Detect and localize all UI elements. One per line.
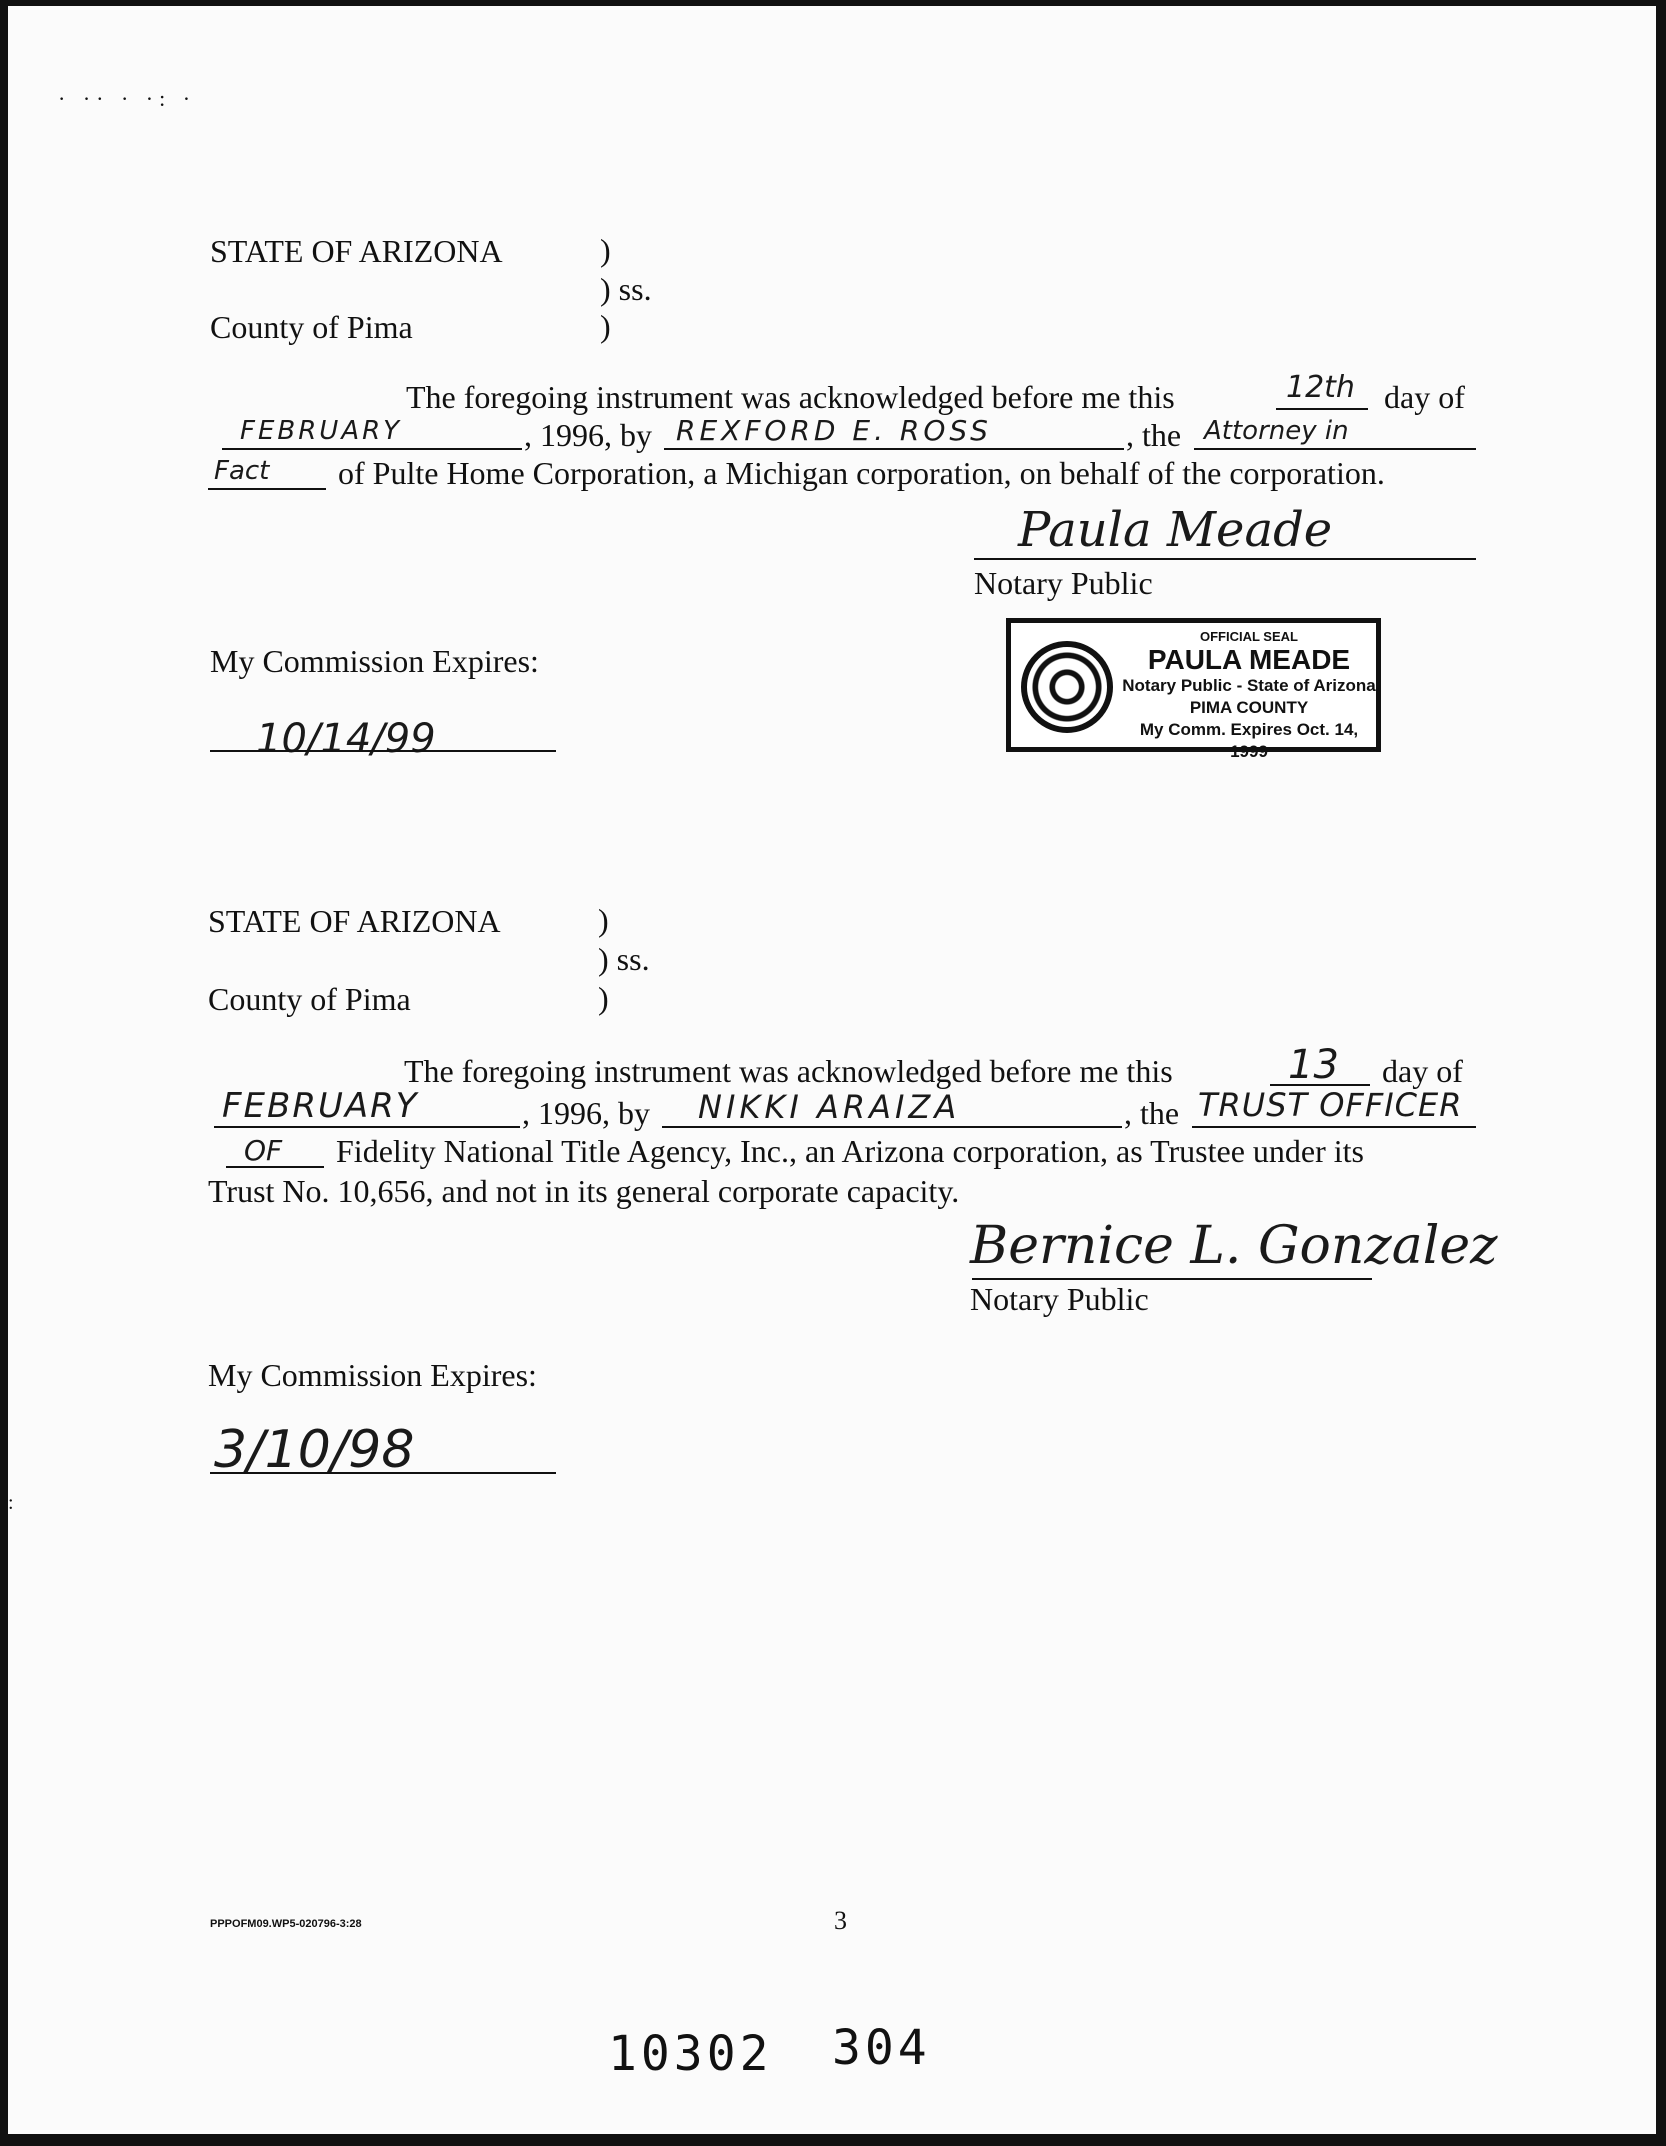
stamp-number-1: 10302 [608, 2026, 773, 2082]
person-rule-1 [664, 448, 1124, 450]
ss-2: ) ss. [598, 941, 650, 977]
ack-line-1-pre: The foregoing instrument was acknowledged before me this [406, 379, 1175, 415]
paren-1a: ) [600, 232, 611, 268]
notary-seal-stamp [1006, 618, 1381, 761]
state-seal-icon [1021, 641, 1113, 733]
state-heading-1: STATE OF ARIZONA [210, 233, 503, 269]
ack-month-2: FEBRUARY [222, 1086, 419, 1126]
ack-line-4-2: Trust No. 10,656, and not in its general corporate capacity. [208, 1173, 960, 1209]
edge-mark: : [8, 1492, 14, 1514]
ack-title-2: TRUST OFFICER [1198, 1086, 1463, 1124]
stamp-expires: My Comm. Expires Oct. 14, 1999 [1139, 720, 1359, 761]
ack-day-2: 13 [1288, 1042, 1339, 1088]
notary-label-1: Notary Public [974, 565, 1153, 601]
stamp-county: PIMA COUNTY [1189, 698, 1309, 717]
scan-specks: · ·· · ·: · [58, 86, 197, 111]
commission-label-1: My Commission Expires: [210, 643, 539, 679]
ss-1: ) ss. [600, 271, 652, 307]
signature-1: Paula Meade [1018, 502, 1333, 558]
month-rule-2 [214, 1126, 520, 1128]
month-rule-1 [222, 448, 522, 450]
county-2: County of Pima [208, 981, 411, 1017]
state-heading-2: STATE OF ARIZONA [208, 903, 501, 939]
the-1: , the [1126, 417, 1182, 453]
document-page [8, 6, 1656, 2134]
fact-rule-1 [208, 488, 326, 490]
ack-person-1: REXFORD E. ROSS [676, 414, 992, 447]
ack-day-1: 12th [1286, 370, 1355, 405]
ack-title-1a: Attorney in [1204, 416, 1349, 446]
stamp-number-2: 304 [832, 2020, 931, 2076]
page-number: 3 [834, 1906, 847, 1935]
ack-line-2-pre: The foregoing instrument was acknowledged before me this [404, 1053, 1173, 1089]
ack-title-1b: Fact [214, 456, 270, 486]
commission-date-1: 10/14/99 [256, 716, 436, 762]
commission-rule-2 [210, 1472, 556, 1474]
signature-2: Bernice L. Gonzalez [970, 1216, 1498, 1276]
stamp-line-1: OFFICIAL SEAL [1200, 629, 1298, 644]
commission-date-2: 3/10/98 [214, 1420, 415, 1480]
county-1: County of Pima [210, 309, 413, 345]
title-rule-2 [1192, 1126, 1476, 1128]
person-rule-2 [662, 1126, 1122, 1128]
the-2: , the [1124, 1095, 1180, 1131]
ack-line-2-post: day of [1382, 1053, 1463, 1089]
commission-rule-1 [210, 750, 556, 752]
ack-person-2: NIKKI ARAIZA [698, 1088, 961, 1126]
paren-1c: ) [600, 308, 611, 344]
paren-2a: ) [598, 902, 609, 938]
commission-label-2: My Commission Expires: [208, 1357, 537, 1393]
title-rule-1 [1194, 448, 1476, 450]
stamp-name: PAULA MEADE [1147, 644, 1351, 675]
day-rule-1 [1276, 408, 1368, 410]
ack-line-3-2: Fidelity National Title Agency, Inc., an Arizona corporation, as Trustee under its [336, 1133, 1364, 1169]
ack-of-2: OF [244, 1134, 283, 1167]
ack-line-1-post: day of [1384, 379, 1465, 415]
of-rule-2 [226, 1166, 324, 1168]
footer-code: PPPOFM09.WP5-020796-3:28 [210, 1918, 362, 1930]
year-by-2: , 1996, by [522, 1095, 650, 1131]
stamp-line-3: Notary Public - State of Arizona [1122, 676, 1376, 695]
year-by-1: , 1996, by [524, 417, 652, 453]
ack-month-1: FEBRUARY [240, 416, 403, 446]
paren-2c: ) [598, 980, 609, 1016]
signature-rule-1 [974, 558, 1476, 560]
notary-label-2: Notary Public [970, 1281, 1149, 1317]
ack-line-3-1: of Pulte Home Corporation, a Michigan corporation, on behalf of the corporation. [338, 455, 1385, 491]
